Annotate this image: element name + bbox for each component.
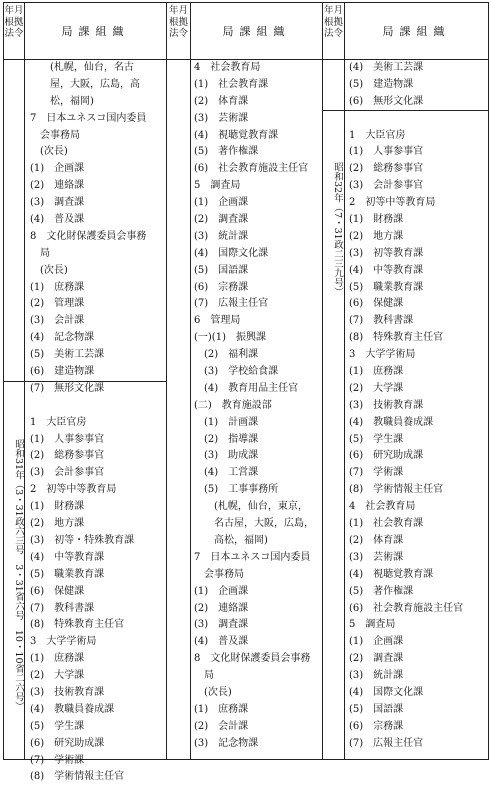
org-line: (1) 庶務課 bbox=[194, 703, 249, 715]
org-header: 局課組織 bbox=[382, 25, 451, 38]
year-header-line: 法令 bbox=[4, 28, 24, 39]
org-line: (5) 職業教育課 bbox=[30, 568, 105, 580]
org-line: (3) 技術教育課 bbox=[349, 399, 424, 411]
org-line: 8 文化財保護委員会事務 bbox=[194, 653, 311, 665]
org-line: (3) 助成課 bbox=[194, 450, 259, 462]
org-line: (6) 研究助成課 bbox=[30, 737, 105, 749]
org-line: (2) 会計課 bbox=[194, 720, 249, 732]
org-line: 3 大学学術局 bbox=[349, 349, 416, 361]
org-line: (5) 職業教育課 bbox=[349, 281, 424, 293]
org-line: (5) 学生課 bbox=[30, 720, 85, 732]
org-column-3 bbox=[349, 60, 487, 753]
org-line: (二) 教育施設部 bbox=[194, 399, 272, 411]
org-line: (4) 普及課 bbox=[30, 214, 85, 226]
year-header-line: 年月 bbox=[323, 5, 343, 16]
org-line: (3) 調査課 bbox=[194, 619, 249, 631]
org-line: (3) 技術教育課 bbox=[30, 686, 105, 698]
document-table bbox=[3, 2, 489, 783]
org-line: (1) 庶務課 bbox=[30, 653, 85, 665]
org-line: 屋，大阪，広島，高 bbox=[30, 78, 140, 90]
org-line: (5) 著作権課 bbox=[194, 146, 259, 158]
org-line: (3) 記念物課 bbox=[194, 737, 259, 749]
org-line: (4) 中等教育課 bbox=[349, 264, 424, 276]
org-line: (4) 教育用品主任官 bbox=[194, 382, 299, 394]
org-line: (3) 統計課 bbox=[194, 230, 249, 242]
org-line: (2) 体育課 bbox=[349, 534, 404, 546]
org-line: 5 調査局 bbox=[349, 619, 396, 631]
col-rule bbox=[344, 3, 345, 759]
org-line: (5) 国語課 bbox=[349, 703, 404, 715]
org-line: (4) 視聴覚教育課 bbox=[349, 568, 434, 580]
org-line: 8 文化財保護委員会事務 bbox=[30, 230, 147, 242]
org-line: (5) 国語課 bbox=[194, 264, 249, 276]
year-header bbox=[323, 5, 344, 40]
col-rule bbox=[166, 3, 167, 759]
org-line: (7) 広報主任官 bbox=[194, 298, 269, 310]
org-line: (3) 学校給食課 bbox=[194, 366, 279, 378]
org-line: (2) 体育課 bbox=[194, 95, 249, 107]
org-line: (6) 保健課 bbox=[349, 298, 404, 310]
org-line: (1) 計画課 bbox=[194, 416, 259, 428]
org-line: (3) 調査課 bbox=[30, 197, 85, 209]
org-line: (札幌，仙台，名古 bbox=[30, 62, 134, 73]
org-column-1 bbox=[30, 60, 164, 786]
org-line: 松，福岡) bbox=[30, 95, 94, 107]
year-header bbox=[4, 5, 24, 40]
org-line: (6) 社会教育施設主任官 bbox=[349, 602, 464, 614]
org-line: (4) 国際文化課 bbox=[349, 686, 424, 698]
org-line: (4) 国際文化課 bbox=[194, 247, 269, 259]
year-header-line: 法令 bbox=[323, 28, 343, 39]
org-line: (6) 宗務課 bbox=[349, 720, 404, 732]
org-line: (4) 教職員養成課 bbox=[30, 703, 115, 715]
org-line: (2) 指導課 bbox=[194, 433, 259, 445]
org-line: (2) 大学課 bbox=[349, 382, 404, 394]
org-line: (3) 会計参事官 bbox=[349, 180, 424, 192]
org-line: (7) 学術課 bbox=[30, 754, 85, 766]
org-line: 1 大臣官房 bbox=[30, 416, 87, 428]
org-line: 7 日本ユネスコ国内委員 bbox=[194, 551, 311, 563]
org-line: (1) 人事参事官 bbox=[349, 146, 424, 158]
org-line: 3 大学学術局 bbox=[30, 636, 97, 648]
year-header-line: 根拠 bbox=[4, 16, 24, 28]
org-line: (3) 芸術課 bbox=[194, 112, 249, 124]
org-line: (3) 会計参事官 bbox=[30, 467, 105, 479]
col-rule bbox=[322, 3, 323, 759]
org-line: 会事務局 bbox=[194, 568, 244, 580]
org-line: (1) 人事参事官 bbox=[30, 433, 105, 445]
org-line: (4) 中等教育課 bbox=[30, 551, 105, 563]
org-line: (6) 保健課 bbox=[30, 585, 85, 597]
org-line: (7) 学術課 bbox=[349, 467, 404, 479]
org-line: 会事務局 bbox=[30, 129, 80, 141]
org-line: (2) 調査課 bbox=[349, 653, 404, 665]
org-line: (2) 福利課 bbox=[194, 349, 259, 361]
org-line: 6 管理局 bbox=[194, 315, 241, 327]
org-line: (一)(1) 振興課 bbox=[194, 332, 266, 344]
year-header-line: 根拠 bbox=[323, 16, 343, 28]
org-line: 高松，福岡) bbox=[194, 534, 268, 546]
org-line: 4 社会教育局 bbox=[349, 501, 416, 513]
org-line: (8) 特殊教育主任官 bbox=[349, 332, 444, 344]
org-line: (4) 記念物課 bbox=[30, 332, 95, 344]
org-line: (5) 著作権課 bbox=[349, 585, 414, 597]
year-header-line: 法令 bbox=[168, 28, 188, 39]
org-line: (3) 初等・特殊教育課 bbox=[30, 534, 135, 546]
org-line: (7) 無形文化課 bbox=[30, 382, 105, 394]
org-line: 名古屋，大阪，広島， bbox=[194, 518, 314, 530]
org-line: (8) 学術情報主任官 bbox=[349, 484, 444, 496]
org-line: (6) 建造物課 bbox=[30, 366, 95, 378]
spacer-line bbox=[30, 398, 164, 415]
era-label: 昭和32年（7・31政二三九号） bbox=[332, 161, 343, 297]
org-line: 局 bbox=[194, 670, 214, 682]
org-line: (5) 学生課 bbox=[349, 433, 404, 445]
org-line: (2) 総務参事官 bbox=[30, 450, 105, 462]
year-header-line: 年月 bbox=[168, 5, 188, 16]
org-header: 局課組織 bbox=[61, 25, 130, 38]
org-line: (1) 財務課 bbox=[30, 501, 85, 513]
org-line: (6) 無形文化課 bbox=[349, 95, 424, 107]
org-line: (3) 初等教育課 bbox=[349, 247, 424, 259]
org-line: (3) 会計課 bbox=[30, 315, 85, 327]
org-header: 局課組織 bbox=[222, 25, 291, 38]
org-line: 局 bbox=[30, 247, 50, 259]
org-line: (6) 社会教育施設主任官 bbox=[194, 163, 309, 175]
org-line: 2 初等中等教育局 bbox=[349, 197, 436, 209]
org-line: (4) 教職員養成課 bbox=[349, 416, 434, 428]
era-label: 昭和31年（3・31政六三号 3・31省六号 10・10省二六号） bbox=[13, 438, 24, 712]
org-line: (1) 企画課 bbox=[349, 636, 404, 648]
org-line: (1) 社会教育課 bbox=[194, 78, 269, 90]
org-line: (7) 教科書課 bbox=[349, 315, 414, 327]
org-line: (4) 工営課 bbox=[194, 467, 259, 479]
org-line: (8) 特殊教育主任官 bbox=[30, 619, 125, 631]
org-line: 1 大臣官房 bbox=[349, 129, 406, 141]
org-line: (1) 企画課 bbox=[30, 163, 85, 175]
org-line: (7) 教科書課 bbox=[30, 602, 95, 614]
org-line: (1) 企画課 bbox=[194, 197, 249, 209]
org-line: 4 社会教育局 bbox=[194, 62, 261, 73]
org-line: (2) 地方課 bbox=[349, 230, 404, 242]
org-line: (次長) bbox=[30, 146, 68, 158]
col-rule bbox=[190, 3, 191, 759]
spacer-line bbox=[349, 111, 487, 128]
org-line: (2) 管理課 bbox=[30, 298, 85, 310]
org-line: (2) 調査課 bbox=[194, 214, 249, 226]
org-line: (4) 美術工芸課 bbox=[349, 62, 424, 73]
org-line: (2) 地方課 bbox=[30, 518, 85, 530]
org-line: (5) 工事事務所 bbox=[194, 484, 279, 496]
org-line: (6) 宗務課 bbox=[194, 281, 249, 293]
org-line: (3) 統計課 bbox=[349, 670, 404, 682]
org-column-2 bbox=[194, 60, 320, 753]
year-header-line: 根拠 bbox=[168, 16, 188, 28]
org-line: (札幌，仙台，東京， bbox=[194, 501, 308, 513]
org-line: (次長) bbox=[194, 686, 232, 698]
org-line: (2) 大学課 bbox=[30, 670, 85, 682]
org-line: (1) 庶務課 bbox=[30, 281, 85, 293]
org-line: (2) 連絡課 bbox=[30, 180, 85, 192]
org-line: (5) 美術工芸課 bbox=[30, 349, 105, 361]
org-line: (1) 財務課 bbox=[349, 214, 404, 226]
org-line: (4) 視聴覚教育課 bbox=[194, 129, 279, 141]
org-line: (2) 連絡課 bbox=[194, 602, 249, 614]
org-line: (1) 社会教育課 bbox=[349, 518, 424, 530]
org-line: 7 日本ユネスコ国内委員 bbox=[30, 112, 147, 124]
org-line: (6) 研究助成課 bbox=[349, 450, 424, 462]
org-line: 5 調査局 bbox=[194, 180, 241, 192]
year-header-line: 年月 bbox=[4, 5, 24, 16]
org-line: 2 初等中等教育局 bbox=[30, 484, 117, 496]
org-line: (1) 企画課 bbox=[194, 585, 249, 597]
org-line: (7) 広報主任官 bbox=[349, 737, 424, 749]
org-line: (3) 芸術課 bbox=[349, 551, 404, 563]
org-line: (8) 学術情報主任官 bbox=[30, 771, 125, 783]
org-line: (5) 建造物課 bbox=[349, 78, 414, 90]
org-line: (2) 総務参事官 bbox=[349, 163, 424, 175]
year-header bbox=[167, 5, 190, 40]
org-line: (次長) bbox=[30, 264, 68, 276]
org-line: (4) 普及課 bbox=[194, 636, 249, 648]
org-line: (1) 庶務課 bbox=[349, 366, 404, 378]
